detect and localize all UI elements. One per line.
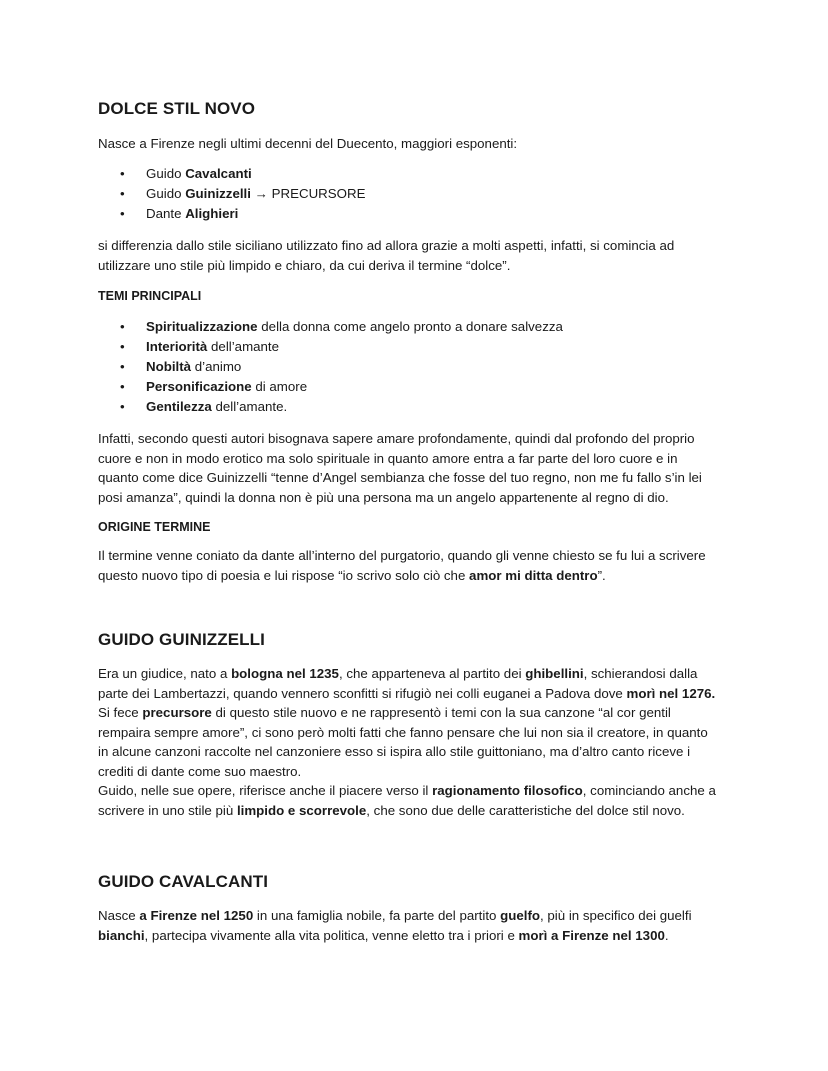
bullet-icon: • — [120, 206, 125, 221]
bullet-icon: • — [120, 166, 125, 181]
authors-list: • Guido Cavalcanti • Guido Guinizzelli → PRECURSORE • Dante Alighieri — [98, 164, 738, 224]
bullet-icon: • — [120, 399, 125, 414]
bullet-icon: • — [120, 359, 125, 374]
section-title-cavalcanti: GUIDO CAVALCANTI — [98, 872, 269, 891]
section-title-dolce-stil-novo: DOLCE STIL NOVO — [98, 99, 256, 118]
guinizzelli-paragraph: Era un giudice, nato a bologna nel 1235, che apparteneva al partito dei ghibellini, schierandosi dalla parte dei Lambertazzi, quando vennero sconfitti si rifugiò nei colli euganei a Padova dove morì nel 1276. Si fece precursore di questo stile nuovo e ne rappresentò i temi con la sua canzone “al cor gentil rempaira sempre amore”, ci sono però molti fatti che fanno pensare che lui non sia il creatore, in quanto in alcune canzoni raccolte nel canzoniere esso si ispira allo stile guittoniano, ma d’altro canto riceve i crediti di dante come suo maestro. Guido, nelle sue opere, riferisce anche il piacere verso il ragionamento filosofico, cominciando anche a scrivere in uno stile più limpido e scorrevole, che sono due delle caratteristiche del dolce stil novo. — [98, 666, 716, 818]
infatti-paragraph: Infatti, secondo questi autori bisognava sapere amare profondamente, quindi dal profondo del proprio cuore e non in modo erotico ma solo spirituale in quanto amore entra a far parte del loro cuore e in quanto come dice Guinizzelli “tenne d’Angel sembianza che fosse del tuo regno, non me fu fallo s’in lei posi amanza”, quindi la donna non è più una persona ma un angelo appartenente al regno di dio. — [98, 431, 702, 505]
temi-principali-heading: TEMI PRINCIPALI — [98, 289, 202, 303]
section-title-guinizzelli: GUIDO GUINIZZELLI — [98, 630, 265, 649]
cavalcanti-paragraph: Nasce a Firenze nel 1250 in una famiglia nobile, fa parte del partito guelfo, più in specifico dei guelfi bianchi, partecipa vivamente alla vita politica, venne eletto tra i priori e morì a Firenze nel 1300. — [98, 908, 692, 943]
bullet-icon: • — [120, 379, 125, 394]
origine-termine-heading: ORIGINE TERMINE — [98, 520, 211, 534]
bullet-icon: • — [120, 186, 125, 201]
bullet-icon: • — [120, 319, 125, 334]
bullet-icon: • — [120, 339, 125, 354]
temi-list: • Spiritualizzazione della donna come angelo pronto a donare salvezza • Interiorità dell’amante • Nobiltà d’animo • Personificazione di amore • Gentilezza dell’amante. — [98, 317, 738, 417]
stile-paragraph: si differenzia dallo stile siciliano utilizzato fino ad allora grazie a molti aspetti, infatti, si comincia ad utilizzare uno stile più limpido e chiaro, da cui deriva il termine “dolce”. — [98, 238, 675, 273]
origine-paragraph: Il termine venne coniato da dante all’interno del purgatorio, quando gli venne chiesto se fu lui a scrivere questo nuovo tipo di poesia e lui rispose “io scrivo solo ciò che amor mi ditta dentro”. — [98, 548, 706, 583]
intro-paragraph: Nasce a Firenze negli ultimi decenni del Duecento, maggiori esponenti: — [98, 136, 518, 151]
